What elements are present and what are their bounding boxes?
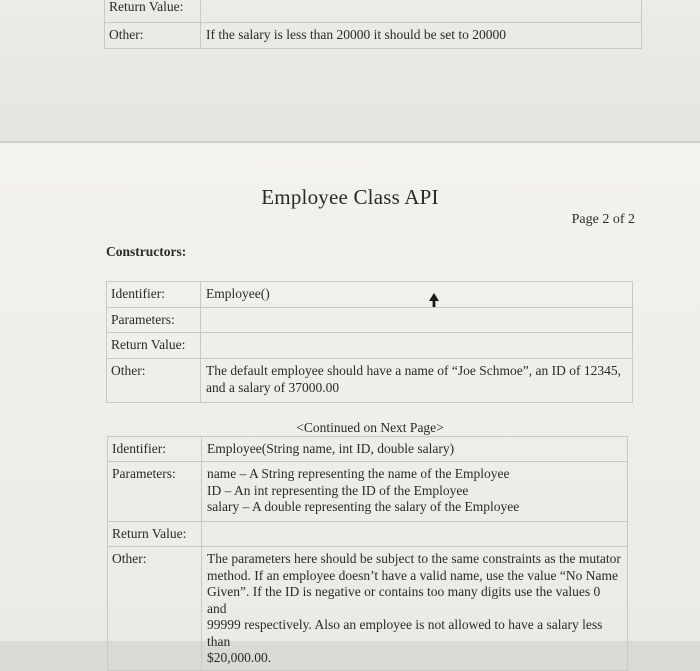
value-line: Employee(String name, int ID, double salary): [207, 441, 455, 456]
row-value: [201, 0, 642, 23]
value-line: 99999 respectively. Also an employee is not allowed to have a salary less than: [207, 617, 603, 649]
row-label: Parameters:: [107, 308, 201, 333]
value-line: If the salary is less than 20000 it should be set to 20000: [206, 27, 506, 42]
row-label: Other:: [107, 359, 201, 403]
value-line: and a salary of 37000.00: [206, 379, 340, 395]
table-row: [107, 308, 633, 333]
row-value: [201, 282, 633, 308]
value-line: ID – An int representing the ID of the Employee: [207, 482, 469, 498]
mouse-cursor-icon: [428, 292, 440, 308]
value-line: The parameters here should be subject to the same constraints as the mutator: [207, 551, 621, 566]
table-row: [108, 547, 628, 671]
row-label: Return Value:: [108, 522, 202, 547]
row-value: [202, 547, 628, 671]
table-row: [107, 333, 633, 359]
row-value: [202, 522, 628, 547]
row-label: Return Value:: [107, 333, 201, 359]
row-value: [202, 462, 628, 522]
row-value: [201, 23, 642, 49]
row-value: [201, 333, 633, 359]
row-label: Identifier:: [107, 282, 201, 308]
table-row: [108, 462, 628, 522]
row-label: Parameters:: [108, 462, 202, 522]
page-number: Page 2 of 2: [571, 212, 635, 227]
table-row: [108, 437, 628, 462]
row-label: Other:: [105, 23, 201, 49]
value-line: name – A String representing the name of the Employee: [207, 466, 510, 481]
row-label: Other:: [108, 547, 202, 671]
default-constructor-table: [106, 281, 633, 403]
row-value: [201, 308, 633, 333]
value-line: Employee(): [206, 286, 270, 301]
table-row: [108, 522, 628, 547]
row-label: Identifier:: [108, 437, 202, 462]
table-row: [105, 23, 642, 49]
page-title: Employee Class API: [261, 185, 439, 209]
row-label: Return Value:: [105, 0, 201, 23]
value-line: Given”. If the ID is negative or contains too many digits use the values 0 and: [207, 584, 601, 616]
value-line: $20,000.00.: [207, 650, 272, 665]
previous-method-table: [104, 0, 642, 49]
row-value: [201, 359, 633, 403]
table-row: [107, 282, 633, 308]
value-line: method. If an employee doesn’t have a valid name, use the value “No Name: [207, 567, 618, 583]
section-heading: Constructors:: [106, 244, 187, 259]
continued-note: <Continued on Next Page>: [296, 420, 444, 435]
table-row: [105, 0, 642, 23]
parameterized-constructor-table: [107, 436, 628, 671]
value-line: salary – A double representing the salary of the Employee: [207, 499, 520, 514]
value-line: The default employee should have a name of “Joe Schmoe”, an ID of 12345,: [206, 363, 621, 378]
table-row: [107, 359, 633, 403]
row-value: [202, 437, 628, 462]
